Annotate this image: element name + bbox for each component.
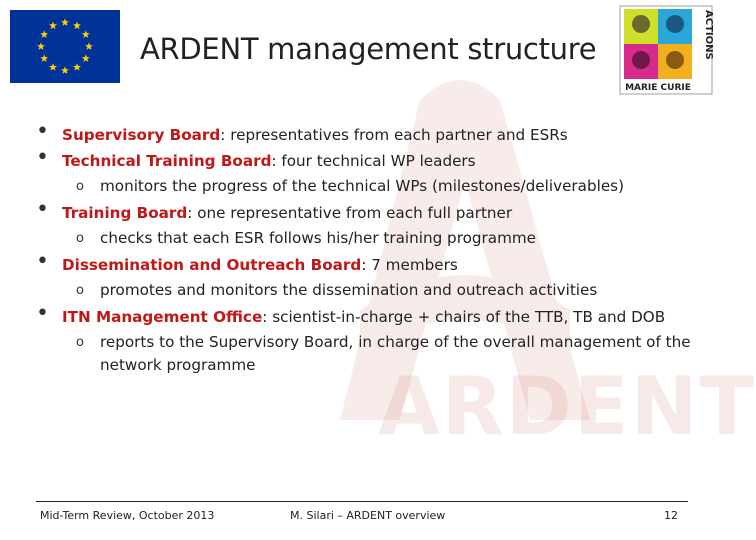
sub-bullet-text: reports to the Supervisory Board, in charge of the overall management of the network programme [100,333,691,374]
circle-bullet-icon: o [76,179,84,194]
bullet-list [36,119,711,379]
marie-curie-actions-logo [620,6,712,94]
bullet-highlight: Training Board [62,204,188,222]
marie-curie-side-text: ACTIONS [703,10,714,60]
bullet-item [36,249,711,278]
bullet-text: : representatives from each partner and ESRs [220,126,568,144]
bullet-text: : 7 members [361,256,458,274]
bullet-text: : one representative from each full partner [187,204,513,222]
bullet-dot-icon: • [36,249,49,274]
bullet-highlight: Dissemination and Outreach Board [62,256,362,274]
bullet-dot-icon: • [36,301,49,326]
sub-bullet-text: promotes and monitors the dissemination and outreach activities [100,281,598,299]
page-number: 12 [664,509,678,522]
bullet-item [36,301,711,330]
bullet-highlight: ITN Management Office [62,308,263,326]
sub-bullet-item [36,279,711,302]
bullet-item [36,119,711,148]
sub-bullet-text: monitors the progress of the technical WPs (milestones/deliverables) [100,177,625,195]
bullet-dot-icon: • [36,145,49,170]
bullet-highlight: Technical Training Board [62,152,272,170]
sub-bullet-item [36,331,711,377]
circle-bullet-icon: o [76,231,84,246]
sub-bullet-text: checks that each ESR follows his/her training programme [100,229,537,247]
bullet-item [36,197,711,226]
circle-bullet-icon: o [76,283,84,298]
bullet-dot-icon: • [36,119,49,144]
marie-curie-bottom-text: MARIE CURIE [625,83,691,93]
sub-bullet-item [36,227,711,250]
watermark-text: ARDENT [378,360,756,453]
bullet-text: : four technical WP leaders [271,152,476,170]
bullet-highlight: Supervisory Board [62,126,221,144]
circle-bullet-icon: o [76,335,84,350]
footer-divider [36,501,688,502]
sub-bullet-item [36,175,711,198]
bullet-text: : scientist-in-charge + chairs of the TTB, TB and DOB [262,308,666,326]
footer-event: Mid-Term Review, October 2013 [40,509,215,522]
eu-flag-logo [10,10,120,83]
bullet-dot-icon: • [36,197,49,222]
footer-author: M. Silari – ARDENT overview [290,509,446,522]
bullet-item [36,145,711,174]
slide-title: ARDENT management structure [140,32,597,66]
